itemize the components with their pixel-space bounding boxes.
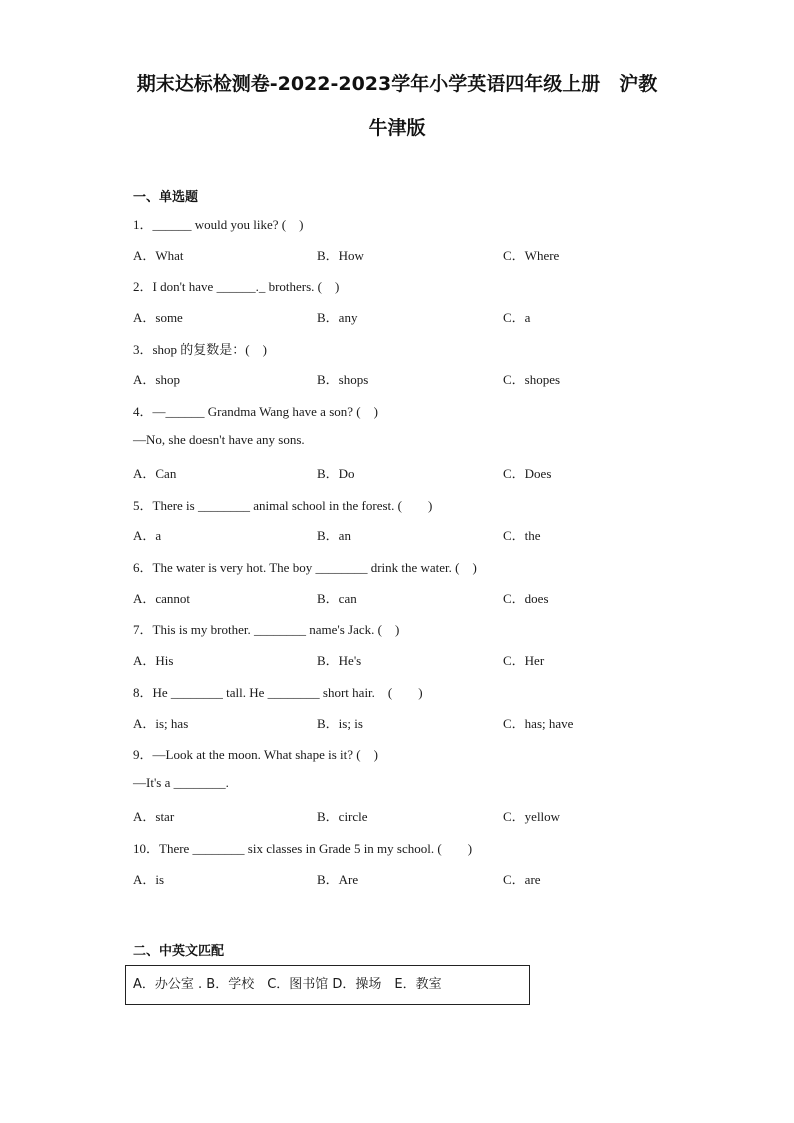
matching-word-box: A．办公室 . B．学校 C．图书馆 D．操场 E．教室 [125, 965, 530, 1005]
question-4-dialogue-reply: —No, she doesn't have any sons. [133, 432, 305, 447]
question-5-option-b: B．an [317, 528, 351, 543]
question-9-option-b: B．circle [317, 809, 368, 824]
question-10-option-a: A．is [133, 872, 165, 887]
question-2-option-b: B．any [317, 310, 358, 325]
question-8-option-b: B．is; is [317, 716, 363, 731]
question-8-option-a: A．is; has [133, 716, 189, 731]
question-7-option-a: A．His [133, 653, 174, 668]
question-10-option-c: C．are [503, 872, 541, 887]
question-3-option-a: A．shop [133, 372, 180, 387]
question-9-option-c: C．yellow [503, 809, 561, 824]
question-2: 2．I don't have ______._ brothers. ( ) [133, 279, 340, 294]
question-1-option-b: B．How [317, 248, 364, 263]
question-5-option-c: C．the [503, 528, 541, 543]
section-heading-single-choice: 一、单选题 [133, 190, 199, 205]
page-title-line2: 牛津版 [368, 117, 426, 139]
page-title-line1: 期末达标检测卷-2022-2023学年小学英语四年级上册 沪教 [136, 73, 658, 95]
question-10-option-b: B．Are [317, 872, 359, 887]
question-3: 3．shop 的复数是：( ) [133, 342, 267, 357]
question-7-option-c: C．Her [503, 653, 545, 668]
question-4: 4．—______ Grandma Wang have a son? ( ) [133, 404, 378, 419]
question-1: 1．______ would you like? ( ) [133, 217, 304, 232]
question-10: 10．There ________ six classes in Grade 5 in my school. ( ) [133, 841, 473, 856]
question-8: 8．He ________ tall. He ________ short hair. ( ) [133, 685, 423, 700]
question-9: 9．—Look at the moon. What shape is it? ( ) [133, 747, 378, 762]
question-4-option-b: B．Do [317, 466, 355, 481]
question-1-option-c: C．Where [503, 248, 560, 263]
question-7-option-b: B．He's [317, 653, 362, 668]
section-heading-matching: 二、中英文匹配 [133, 944, 225, 959]
question-3-option-c: C．shopes [503, 372, 561, 387]
question-1-option-a: A．What [133, 248, 184, 263]
question-6-option-b: B．can [317, 591, 357, 606]
question-9-dialogue-reply: —It's a ________. [133, 775, 229, 790]
question-4-option-c: C．Does [503, 466, 552, 481]
question-2-option-a: A．some [133, 310, 183, 325]
question-9-option-a: A．star [133, 809, 175, 824]
question-4-option-a: A．Can [133, 466, 177, 481]
question-6: 6．The water is very hot. The boy ________ drink the water. ( ) [133, 560, 477, 575]
question-8-option-c: C．has; have [503, 716, 574, 731]
question-5: 5．There is ________ animal school in the forest. ( ) [133, 498, 433, 513]
question-6-option-a: A．cannot [133, 591, 191, 606]
question-7: 7．This is my brother. ________ name's Jack. ( ) [133, 622, 400, 637]
question-6-option-c: C．does [503, 591, 549, 606]
question-2-option-c: C．a [503, 310, 531, 325]
question-5-option-a: A．a [133, 528, 162, 543]
question-3-option-b: B．shops [317, 372, 369, 387]
